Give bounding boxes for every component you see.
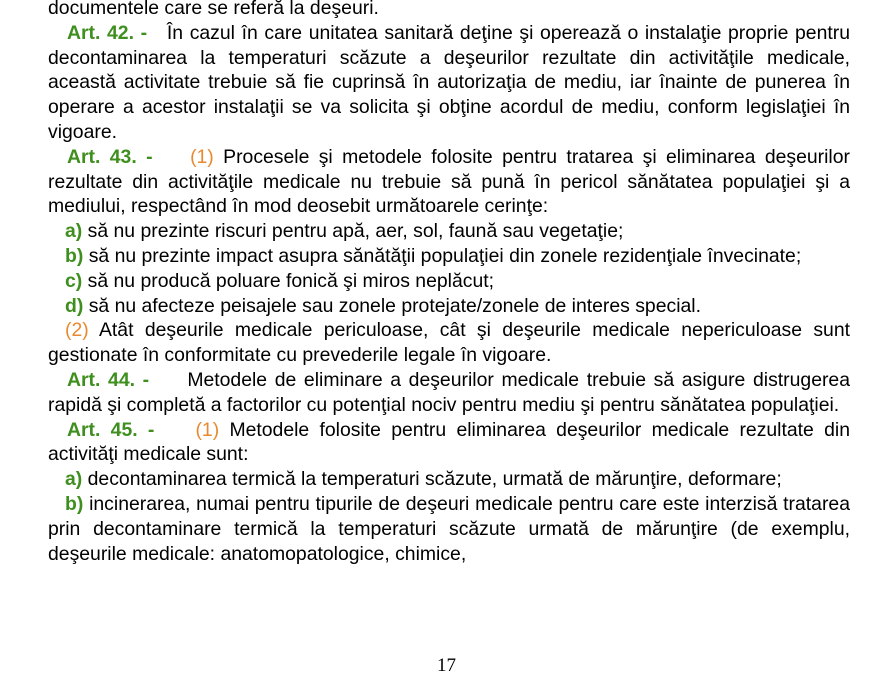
item-text: să nu afecteze peisajele sau zonele protejate/zonele de interes special.: [88, 294, 701, 317]
item-letter: a): [65, 220, 83, 243]
paragraph-number: (1): [190, 145, 214, 168]
article-44: [48, 368, 850, 418]
article-label: Art. 42. -: [67, 21, 148, 44]
item-text: să nu prezinte riscuri pentru apă, aer, sol, faună sau vegetaţie;: [87, 220, 624, 243]
item-letter: a): [65, 468, 83, 491]
article-42: [48, 21, 850, 145]
list-item: [48, 219, 850, 244]
paragraph-text: Atât deşeurile medicale periculoase, cât şi deşeurile medicale nepericuloase sunt gestionate în conformitate cu prevederile legale în vigoare.: [48, 319, 850, 367]
article-label: Art. 45. -: [67, 418, 155, 441]
item-letter: b): [65, 244, 84, 267]
item-text: decontaminarea termică la temperaturi scăzute, urmată de mărunţire, deformare;: [87, 468, 782, 491]
item-letter: c): [65, 269, 83, 292]
document-page: [48, 0, 850, 566]
paragraph-text: documentele care se referă la deşeuri.: [48, 0, 379, 19]
continuation-paragraph: [48, 0, 850, 21]
article-label: Art. 43. -: [67, 145, 153, 168]
page-number: 17: [437, 655, 456, 676]
numbered-paragraph: [48, 318, 850, 368]
item-text: să nu prezinte impact asupra sănătăţii populaţiei din zonele rezidenţiale învecinate;: [88, 244, 802, 267]
list-item: [48, 492, 850, 566]
paragraph-number: (2): [65, 319, 89, 342]
article-text: Procesele şi metodele folosite pentru tratarea şi eliminarea deşeurilor rezultate din activităţile medicale nu trebuie să pună în pericol sănătatea populaţiei şi a mediului, respectând în mod deosebit următoarele cerinţe:: [48, 145, 850, 218]
item-text: să nu producă poluare fonică şi miros neplăcut;: [87, 269, 495, 292]
list-item: [48, 269, 850, 294]
list-item: [48, 294, 850, 319]
article-text: Metodele folosite pentru eliminarea deşeurilor medicale rezultate din activităţi medicale sunt:: [48, 418, 850, 466]
article-45: [48, 418, 850, 468]
paragraph-number: (1): [195, 418, 220, 441]
article-label: Art. 44. -: [67, 368, 150, 391]
list-item: [48, 244, 850, 269]
article-text: Metodele de eliminare a deşeurilor medicale trebuie să asigure distrugerea rapidă şi completă a factorilor cu potenţial nociv pentru mediu şi pentru sănătatea populaţiei.: [48, 368, 850, 416]
item-letter: d): [65, 294, 84, 317]
item-letter: b): [65, 492, 84, 515]
article-text: În cazul în care unitatea sanitară deţine şi operează o instalaţie proprie pentru decontaminarea la temperaturi scăzute a deşeurilor rezultate din activităţile medicale, această activitate trebuie să fie cuprinsă în autorizaţia de mediu, iar înainte de punerea în operare a acestor instalaţii se va solicita şi obţine acordul de mediu, conform legislaţiei în vigoare.: [48, 21, 850, 143]
list-item: [48, 467, 850, 492]
item-text: incinerarea, numai pentru tipurile de deşeuri medicale pentru care este interzisă tratarea prin decontaminare termică la temperaturi scăzute urmată de mărunţire (de exemplu, deşeurile medicale: anatomopatologice, chimice,: [48, 492, 850, 565]
article-43: [48, 145, 850, 219]
